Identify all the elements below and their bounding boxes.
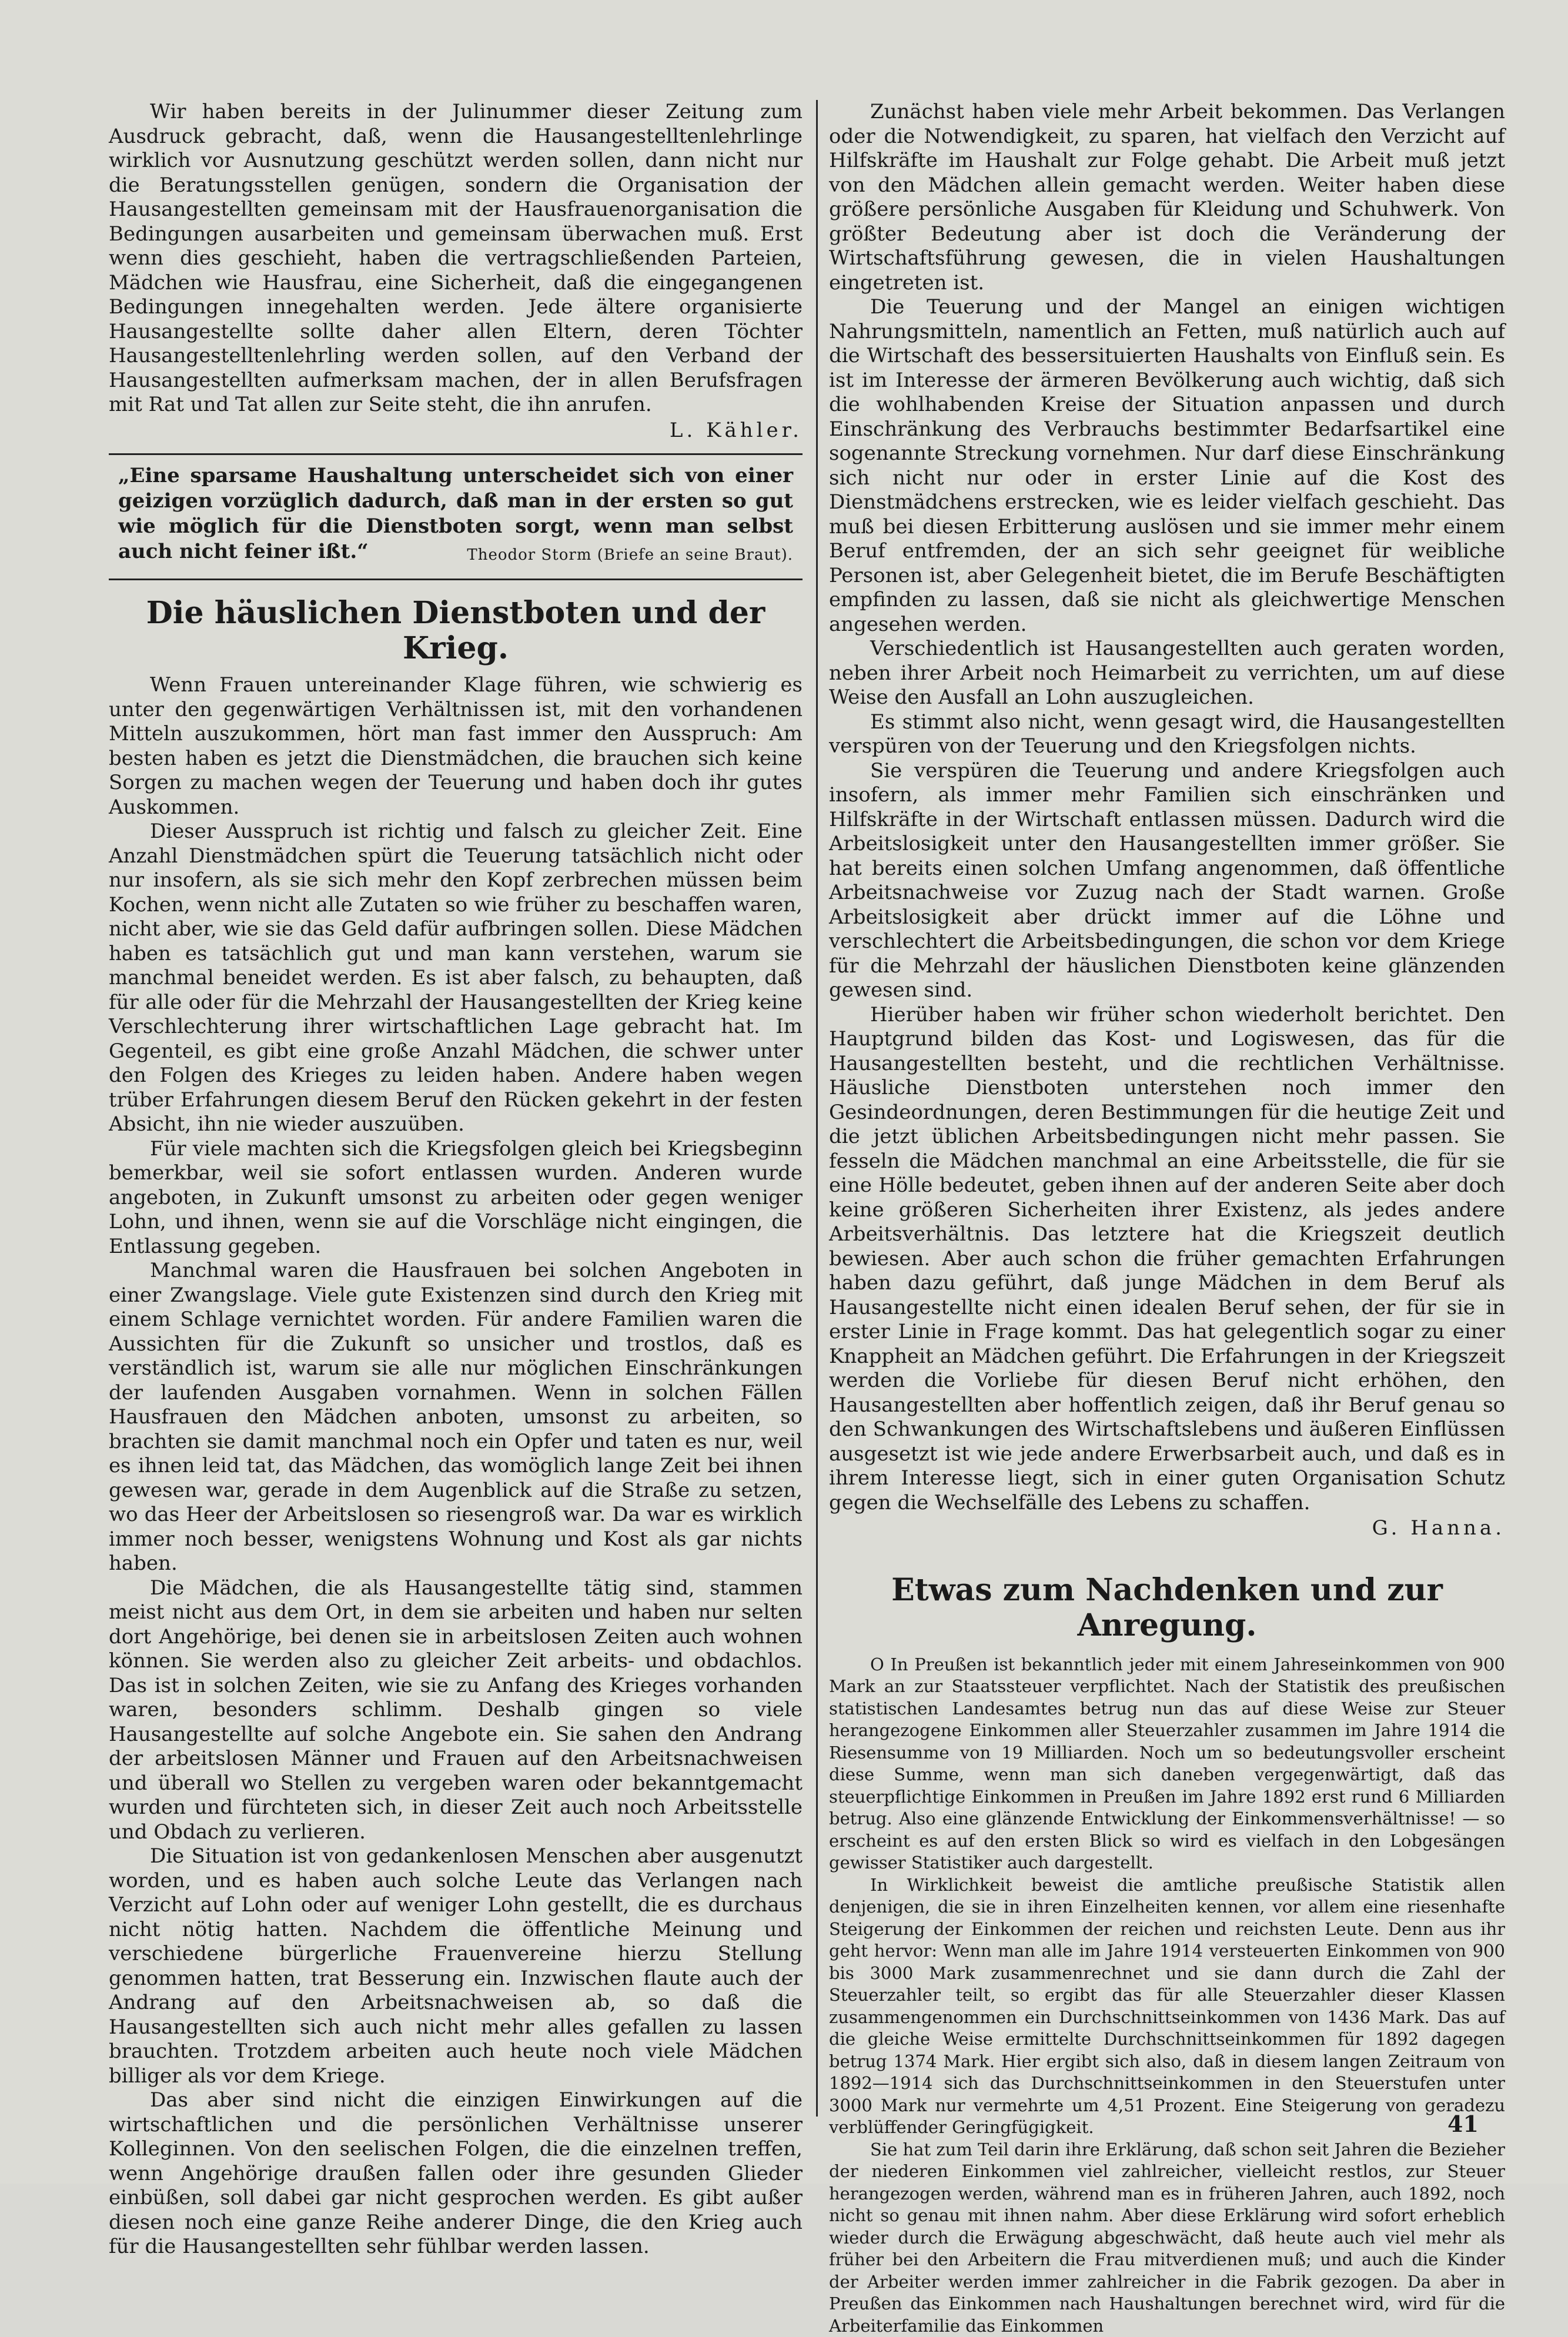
page-number: 41 [1447,2111,1479,2137]
quote-text: „Eine sparsame Haushaltung unterscheidet sich von einer geizigen vorzüglich dadurch, daß man in der ersten so gut wie möglich für die Dienstboten sorgt, wenn man selbst auch nicht feiner ißt.“ [118,464,793,563]
article-signature: G. Hanna. [829,1516,1505,1541]
left-column [109,100,803,2259]
right-column [829,100,1505,2337]
small-paragraph: Sie hat zum Teil darin ihre Erklärung, daß schon seit Jahren die Bezieher der niederen Einkommen viel zahlreicher, vielleicht restlos, zur Steuer herangezogen werden, während man es in früheren Jahren, auch 1892, noch nicht so genau mit ihnen nahm. Aber diese Erklärung wird sofort erheblich wieder durch die Erwägung abgeschwächt, daß heute auch viel mehr als früher bei den Arbeitern die Frau mitverdienen muß; und auch die Kinder der Arbeiter werden immer zahlreicher in die Fabrik gezogen. Da aber in Preußen das Einkommen nach Haushaltungen berechnet wird, wird für die Arbeiterfamilie das Einkommen [829,2139,1505,2337]
column-divider [816,100,818,2117]
article-headline-war: Die häuslichen Dienstboten und der Krieg. [109,596,803,666]
article-paragraph: Es stimmt also nicht, wenn gesagt wird, die Hausangestellten verspüren von der Teuerung und den Kriegsfolgen nichts. [829,710,1505,759]
article-paragraph: Zunächst haben viele mehr Arbeit bekommen. Das Verlangen oder die Notwendigkeit, zu sparen, hat vielfach den Verzicht auf Hilfskräfte im Haushalt zur Folge gehabt. Die Arbeit muß jetzt von den Mädchen allein gemacht werden. Weiter haben diese größere persönliche Ausgaben für Kleidung und Schuhwerk. Von größter Bedeutung aber ist doch die Veränderung der Wirtschaftsführung gewesen, die in vielen Haushaltungen eingetreten ist. [829,100,1505,295]
article-paragraph: Wenn Frauen untereinander Klage führen, wie schwierig es unter den gegenwärtigen Verhältnissen ist, mit den vorhandenen Mitteln auszukommen, hört man fast immer den Ausspruch: Am besten haben es jetzt die Dienstmädchen, die brauchen sich keine Sorgen zu machen wegen der Teuerung und haben doch ihr gutes Auskommen. [109,673,803,820]
small-paragraph: O In Preußen ist bekanntlich jeder mit einem Jahreseinkommen von 900 Mark an zur Staatssteuer verpflichtet. Nach der Statistik des preußischen statistischen Landesamtes betrug nun das auf diese Weise zur Steuer herangezogene Einkommen aller Steuerzahler zusammen im Jahre 1914 die Riesensumme von 19 Milliarden. Noch um so bedeutungsvoller erscheint diese Summe, wenn man sich daneben vergegenwärtigt, daß das steuerpflichtige Einkommen in Preußen im Jahre 1892 erst rund 6 Milliarden betrug. Also eine glänzende Entwicklung der Einkommensverhältnisse! — so erscheint es auf den ersten Blick so wird es vielfach in den Lobgesängen gewisser Statistiker auch dargestellt. [829,1654,1505,1874]
small-paragraph: In Wirklichkeit beweist die amtliche preußische Statistik allen denjenigen, die sie in ihren Einzelheiten kennen, vor allem eine riesenhafte Steigerung der Einkommen der reichen und reichsten Leute. Denn aus ihr geht hervor: Wenn man alle im Jahre 1914 versteuerten Einkommen von 900 bis 3000 Mark zusammenrechnet und sie dann durch die Zahl der Steuerzahler teilt, so ergibt das für alle Steuerzahler dieser Klassen zusammengenommen ein Durchschnittseinkommen von 1436 Mark. Das auf die gleiche Weise ermittelte Durchschnittseinkommen für 1892 dagegen betrug 1374 Mark. Hier ergibt sich also, daß in diesem langen Zeitraum von 1892—1914 sich das Durchschnittseinkommen in den Steuerstufen unter 3000 Mark nur vermehrte um 4,51 Prozent. Eine Steigerung von geradezu verblüffender Geringfügigkeit. [829,1874,1505,2139]
article-paragraph: Verschiedentlich ist Hausangestellten auch geraten worden, neben ihrer Arbeit noch Heimarbeit zu verrichten, um auf diese Weise den Ausfall an Lohn auszugleichen. [829,637,1505,710]
article-paragraph: Hierüber haben wir früher schon wiederholt berichtet. Den Hauptgrund bilden das Kost- und Logiswesen, das für die Hausangestellten besteht, und die rechtlichen Verhältnisse. Häusliche Dienstboten unterstehen noch immer den Gesindeordnungen, deren Bestimmungen für die heutige Zeit und die jetzt üblichen Arbeitsbedingungen nicht mehr passen. Sie fesseln die Mädchen manchmal an eine Arbeitsstelle, die für sie eine Hölle bedeutet, geben ihnen auf der anderen Seite aber doch keine größeren Sicherheiten ihrer Existenz, als jedes andere Arbeitsverhältnis. Das letztere hat die Kriegszeit deutlich bewiesen. Aber auch schon die früher gemachten Erfahrungen haben dazu geführt, daß junge Mädchen in dem Beruf als Hausangestellte nicht einen idealen Beruf sehen, der für sie in erster Linie in Frage kommt. Das hat gelegentlich sogar zu einer Knappheit an Mädchen geführt. Die Erfahrungen in der Kriegszeit werden die Vorliebe für diesen Beruf nicht erhöhen, den Hausangestellten aber hoffentlich zeigen, daß ihr Beruf genau so den Schwankungen des Wirtschaftslebens und äußeren Einflüssen ausgesetzt ist wie jede andere Erwerbsarbeit auch, und daß es in ihrem Interesse liegt, sich in einer guten Organisation Schutz gegen die Wechselfälle des Lebens zu schaffen. [829,1003,1505,1516]
quote-box [109,453,803,580]
intro-paragraph: Wir haben bereits in der Julinummer dieser Zeitung zum Ausdruck gebracht, daß, wenn die Hausangestelltenlehrlinge wirklich vor Ausnutzung geschützt werden sollen, dann nicht nur die Beratungsstellen genügen, sondern die Organisation der Hausangestellten gemeinsam mit der Hausfrauenorganisation die Bedingungen ausarbeiten und gemeinsam überwachen muß. Erst wenn dies geschieht, haben die vertragschließenden Parteien, Mädchen wie Hausfrau, eine Sicherheit, daß die eingegangenen Bedingungen innegehalten werden. Jede ältere organisierte Hausangestellte sollte daher allen Eltern, deren Töchter Hausangestelltenlehrling werden sollen, auf den Verband der Hausangestellten aufmerksam machen, der in allen Berufsfragen mit Rat und Tat allen zur Seite steht, die ihn anrufen. [109,100,803,417]
article-paragraph: Die Situation ist von gedankenlosen Menschen aber ausgenutzt worden, und es haben auch solche Leute das Verlangen nach Verzicht auf Lohn oder auf weniger Lohn gestellt, die es durchaus nicht nötig hatten. Nachdem die öffentliche Meinung und verschiedene bürgerliche Frauenvereine hierzu Stellung genommen hatten, trat Besserung ein. Inzwischen flaute auch der Andrang auf den Arbeitsnachweisen ab, so daß die Hausangestellten sich auch nicht mehr alles gefallen zu lassen brauchten. Trotzdem arbeiten auch heute noch viele Mädchen billiger als vor dem Kriege. [109,1844,803,2088]
article-headline-reflection: Etwas zum Nachdenken und zur Anregung. [829,1573,1505,1643]
article-paragraph: Die Teuerung und der Mangel an einigen wichtigen Nahrungsmitteln, namentlich an Fetten, muß natürlich auch auf die Wirtschaft des bessersituierten Haushalts von Einfluß sein. Es ist im Interesse der ärmeren Bevölkerung auch wichtig, daß sich die wohlhabenden Kreise der Situation anpassen und durch Einschränkung des Verbrauchs bestimmter Bedarfsartikel eine sogenannte Streckung vornehmen. Nur darf diese Einschränkung sich nicht nur oder in erster Linie auf die Kost des Dienstmädchens erstrecken, wie es leider vielfach geschieht. Das muß bei diesen Erbitterung auslösen und sie immer mehr einem Beruf entfremden, der an sich sehr geeignet für weibliche Personen ist, aber Gelegenheit bietet, die im Berufe Beschäftigten empfinden zu lassen, daß sie nicht als gleichwertige Menschen angesehen werden. [829,295,1505,637]
article-paragraph: Für viele machten sich die Kriegsfolgen gleich bei Kriegsbeginn bemerkbar, weil sie sofort entlassen wurden. Anderen wurde angeboten, in Zukunft umsonst zu arbeiten oder gegen weniger Lohn, und ihnen, wenn sie auf die Vorschläge nicht eingingen, die Entlassung gegeben. [109,1137,803,1259]
article-paragraph: Dieser Ausspruch ist richtig und falsch zu gleicher Zeit. Eine Anzahl Dienstmädchen spürt die Teuerung tatsächlich nicht oder nur insofern, als sie sich mehr den Kopf zerbrechen müssen beim Kochen, wenn nicht alle Zutaten so wie früher zu beschaffen waren, nicht aber, wie sie das Geld dafür aufbringen sollen. Diese Mädchen haben es tatsächlich gut und man kann verstehen, warum sie manchmal beneidet werden. Es ist aber falsch, zu behaupten, daß für alle oder für die Mehrzahl der Hausangestellten der Krieg keine Verschlechterung ihrer wirtschaftlichen Lage gebracht hat. Im Gegenteil, es gibt eine große Anzahl Mädchen, die schwer unter den Folgen des Krieges zu leiden haben. Andere haben wegen trüber Erfahrungen diesem Beruf den Rücken gekehrt in der festen Absicht, ihn nie wieder auszuüben. [109,820,803,1137]
quote-author: Theodor Storm (Briefe an seine Braut). [467,543,793,568]
article-paragraph: Die Mädchen, die als Hausangestellte tätig sind, stammen meist nicht aus dem Ort, in dem sie arbeiten und haben nur selten dort Angehörige, bei denen sie in arbeitslosen Zeiten auch wohnen können. Sie werden also zu gleicher Zeit arbeits- und obdachlos. Das ist in solchen Zeiten, wie sie zu Anfang des Krieges vorhanden waren, besonders schlimm. Deshalb gingen so viele Hausangestellte auf solche Angebote ein. Sie sahen den Andrang der arbeitslosen Männer und Frauen auf den Arbeitsnachweisen und überall wo Stellen zu vergeben waren oder bekanntgemacht wurden und fürchteten sich, in dieser Zeit auch noch Arbeitsstelle und Obdach zu verlieren. [109,1576,803,1845]
intro-signature: L. Kähler. [109,419,803,443]
article-paragraph: Das aber sind nicht die einzigen Einwirkungen auf die wirtschaftlichen und die persönlichen Verhältnisse unserer Kolleginnen. Von den seelischen Folgen, die die einzelnen treffen, wenn Angehörige draußen fallen oder ihre gesunden Glieder einbüßen, soll dabei gar nicht gesprochen werden. Es gibt außer diesen noch eine ganze Reihe anderer Dinge, die den Krieg auch für die Hausangestellten sehr fühlbar werden lassen. [109,2088,803,2259]
article-paragraph: Sie verspüren die Teuerung und andere Kriegsfolgen auch insofern, als immer mehr Familien sich einschränken und Hilfskräfte in der Wirtschaft entlassen müssen. Dadurch wird die Arbeitslosigkeit unter den Hausangestellten immer größer. Sie hat bereits einen solchen Umfang angenommen, daß öffentliche Arbeitsnachweise vor Zuzug nach der Stadt warnen. Große Arbeitslosigkeit aber drückt immer auf die Löhne und verschlechtert die Arbeitsbedingungen, die schon vor dem Kriege für die Mehrzahl der häuslichen Dienstboten keine glänzenden gewesen sind. [829,759,1505,1003]
article-paragraph: Manchmal waren die Hausfrauen bei solchen Angeboten in einer Zwangslage. Viele gute Existenzen sind durch den Krieg mit einem Schlage vernichtet worden. Für andere Familien waren die Aussichten für die Zukunft so unsicher und trostlos, daß es verständlich ist, warum sie alle nur möglichen Einschränkungen der laufenden Ausgaben vornahmen. Wenn in solchen Fällen Hausfrauen den Mädchen anboten, umsonst zu arbeiten, so brachten sie damit manchmal noch ein Opfer und taten es nur, weil es ihnen leid tat, das Mädchen, das womöglich lange Zeit bei ihnen gewesen war, gerade in dem Augenblick auf die Straße zu setzen, wo das Heer der Arbeitslosen so riesengroß war. Da war es wirklich immer noch besser, wenigstens Wohnung und Kost als gar nichts haben. [109,1259,803,1576]
